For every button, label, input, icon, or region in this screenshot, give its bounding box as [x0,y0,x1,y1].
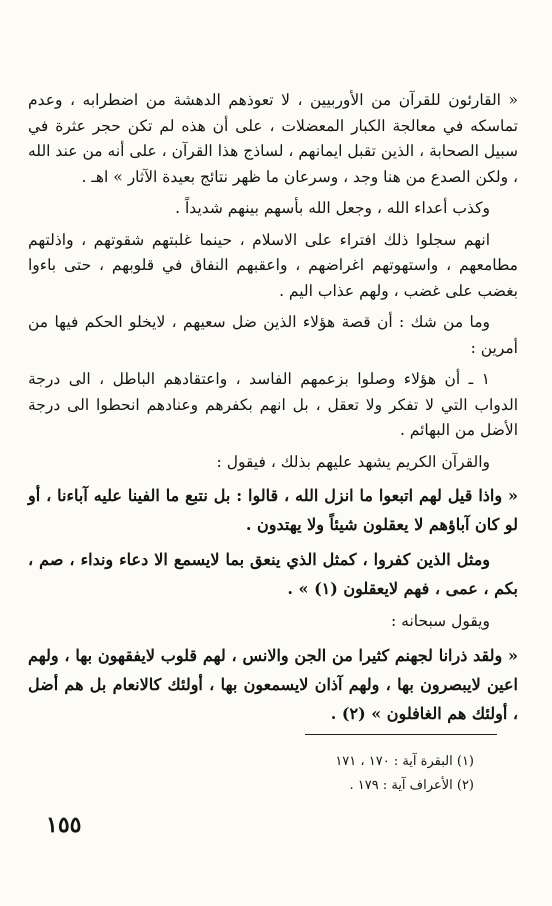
page-number: ١٥٥ [46,812,82,838]
footnote-divider [305,734,497,735]
quran-verse-araf-179: « ولقد ذرانا لجهنم كثيرا من الجن والانس ، لهم قلوب لايفقهون بها ، ولهم اعين لايبصرون بها ، ولهم آذان لايسمعون بها ، أولئك كالانعام بل هم أضل ، أولئك هم الغافلون » (٢) . [28,645,518,723]
footnote-1: (١) البقرة آية : ١٧٠ ، ١٧١ [335,754,474,769]
paragraph-enemies-of-god: وكذب أعداء الله ، وجعل الله بأسهم بينهم شديداً . [175,199,490,217]
footnote-2: (٢) الأعراف آية : ١٧٩ . [349,778,474,793]
quran-verse-baqarah-171: ومثل الذين كفروا ، كمثل الذي ينعق بما لايسمع الا دعاء ونداء ، صم ، بكم ، عمى ، فهم لايعقلون (١) » . [28,550,518,598]
paragraph-fabrication: انهم سجلوا ذلك افتراء على الاسلام ، حينما غلبتهم شقوتهم ، واذلتهم مطامعهم ، واستهوتهم اغراضهم ، واعقبهم النفاق في قلوبهم ، حتى باءوا بغضب على غضب ، ولهم عذاب اليم . [28,230,518,300]
quran-verse-baqarah-170: « واذا قيل لهم اتبعوا ما انزل الله ، قالوا : بل نتبع ما الفينا عليه آباءنا ، أو لو كان آباؤهم لا يعقلون شيئاً ولا يهتدون . [28,486,518,534]
paragraph-first-matter: ١ ـ أن هؤلاء وصلوا بزعمهم الفاسد ، واعتقادهم الباطل ، الى درجة الدواب التي لا تفكر ولا تعقل ، بل انهم بكفرهم وعنادهم انحطوا الى درجة الأضل من البهائم . [28,370,518,439]
footnotes [274,750,474,798]
paragraph-orientalist-quote: « القارئون للقرآن من الأوربيين ، لا تعوذهم الدهشة من اضطرابه ، وعدم تماسكه في معالجة الكبار المعضلات ، على أن هذه لم تكن حجر عثرة في سبيل الصحابة ، الذين تقبل ايمانهم ، لساذج هذا القرآن ، على أنه من عند الله ، ولكن الصدع من هنا وجد ، وسرعان ما ظهر نتائج بعيدة الآثار » اهـ . [28,91,518,186]
page-body [28,88,518,734]
paragraph-two-matters: وما من شك : أن قصة هؤلاء الذين ضل سعيهم ، لايخلو الحكم فيها من أمرين : [28,313,518,357]
paragraph-he-says: ويقول سبحانه : [390,612,490,630]
paragraph-quran-witness: والقرآن الكريم يشهد عليهم بذلك ، فيقول : [216,452,490,471]
